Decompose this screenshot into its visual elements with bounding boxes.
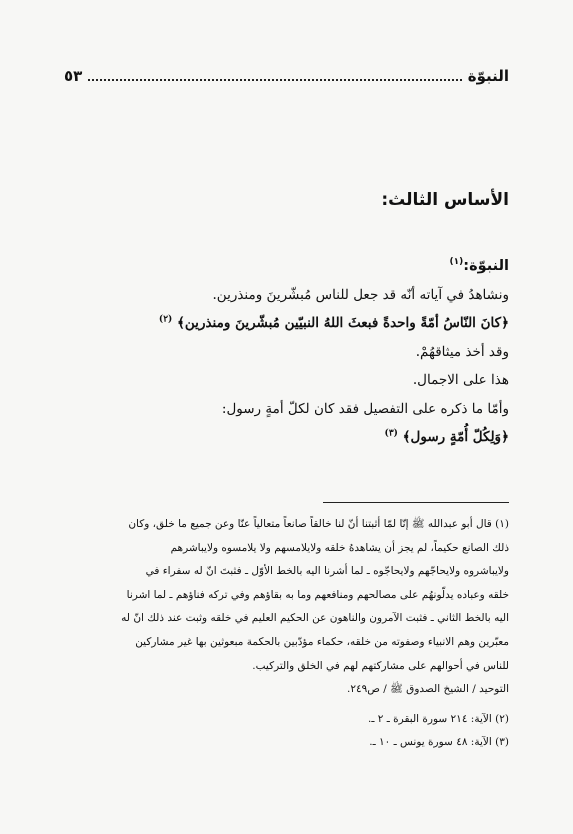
running-header bbox=[64, 67, 509, 89]
body-line-4: هذا على الاجمال. bbox=[412, 372, 509, 388]
body-line-2 bbox=[64, 309, 509, 338]
body-line-1: ونشاهدُ في آياته أنّه قد جعل للناس مُبشّرينَ ومنذرين. bbox=[212, 286, 509, 303]
footnote-1-line-1: (١) قال أبو عبدالله ﷺ إنّا لمّا أثبتنا أنّ لنا خالقاً صانعاً متعالياً عنّا وعن جميع ما خلق، وكان bbox=[128, 518, 509, 530]
footnote-1-source: التوحيد / الشيخ الصدوق ﷺ / ص٢٤٩. bbox=[346, 683, 509, 696]
body-heading bbox=[64, 252, 509, 281]
chapter-title: النبوّة bbox=[467, 67, 509, 85]
leader-dots bbox=[88, 79, 461, 81]
footnote-1-line-6: معبّرين وهم الانبياء وصفوته من خلقه، حكماء مؤدّبين بالحكمة مبعوثين بها غير مشاركين bbox=[135, 635, 509, 648]
page-number: ٥٣ bbox=[64, 67, 83, 85]
body-line-5: وأمّا ما ذكره على التفصيل فقد كان لكلّ أمةٍ رسول: bbox=[221, 400, 509, 417]
body-line-6 bbox=[64, 423, 509, 452]
footnote-divider bbox=[323, 502, 509, 503]
quran-verse-2: ﴿وَلِكُلّ أُمّةٍ رسول﴾ bbox=[402, 429, 509, 445]
footnote-3: (٣) الآية: ٤٨ سورة يونس ـ ١٠ ـ. bbox=[369, 736, 509, 749]
footnote-1-line-7: للناس في أحوالهم على مشاركتهم لهم في الخلق والتركيب. bbox=[252, 659, 509, 672]
footnote-ref-1: (١) bbox=[449, 257, 464, 268]
footnote-2: (٢) الآية: ٢١٤ سورة البقرة ـ ٢ ـ. bbox=[368, 712, 509, 725]
footnote-1-line-4: خلقه وعباده يدلّونهُم على مصالحهم ومنافعهم وما به بقاؤهم وفي تركه فناؤهم ـ لما اشرنا bbox=[126, 588, 509, 601]
heading-text: النبوّة: bbox=[463, 258, 509, 274]
body-line-3: وقد أخذ ميثاقهُمْ. bbox=[415, 343, 509, 360]
footnote-1-line-5: اليه بالخط الثاني ـ فثبت الآمرون والناهون عن الحكيم العليم في خلقه وثبت عند ذلك انّ له bbox=[121, 612, 509, 625]
footnote-ref-3: (٣) bbox=[384, 428, 398, 439]
footnote-1-line-2: ذلك الصانع حكيماً، لم يجز أن يشاهدهُ خلقه ولايلامسهم ولا يلامسوه ولايباشرهم bbox=[170, 541, 509, 554]
footnotes bbox=[64, 513, 509, 755]
footnote-1-line-3: ولايباشروه ولايحاجّهم ولايحاجّوه ـ لما أشرنا اليه بالخط الأوّل ـ فثبتَ انّ له سفراء في bbox=[145, 565, 509, 578]
section-title: الأساس الثالث: bbox=[381, 190, 509, 210]
main-text bbox=[64, 252, 509, 452]
quran-verse-1: ﴿كانَ النّاسُ أمّةً واحدةً فبعثَ اللهُ النبيّين مُبشّرينَ ومنذرين﴾ bbox=[177, 315, 509, 331]
footnote-ref-2: (٢) bbox=[158, 314, 173, 325]
